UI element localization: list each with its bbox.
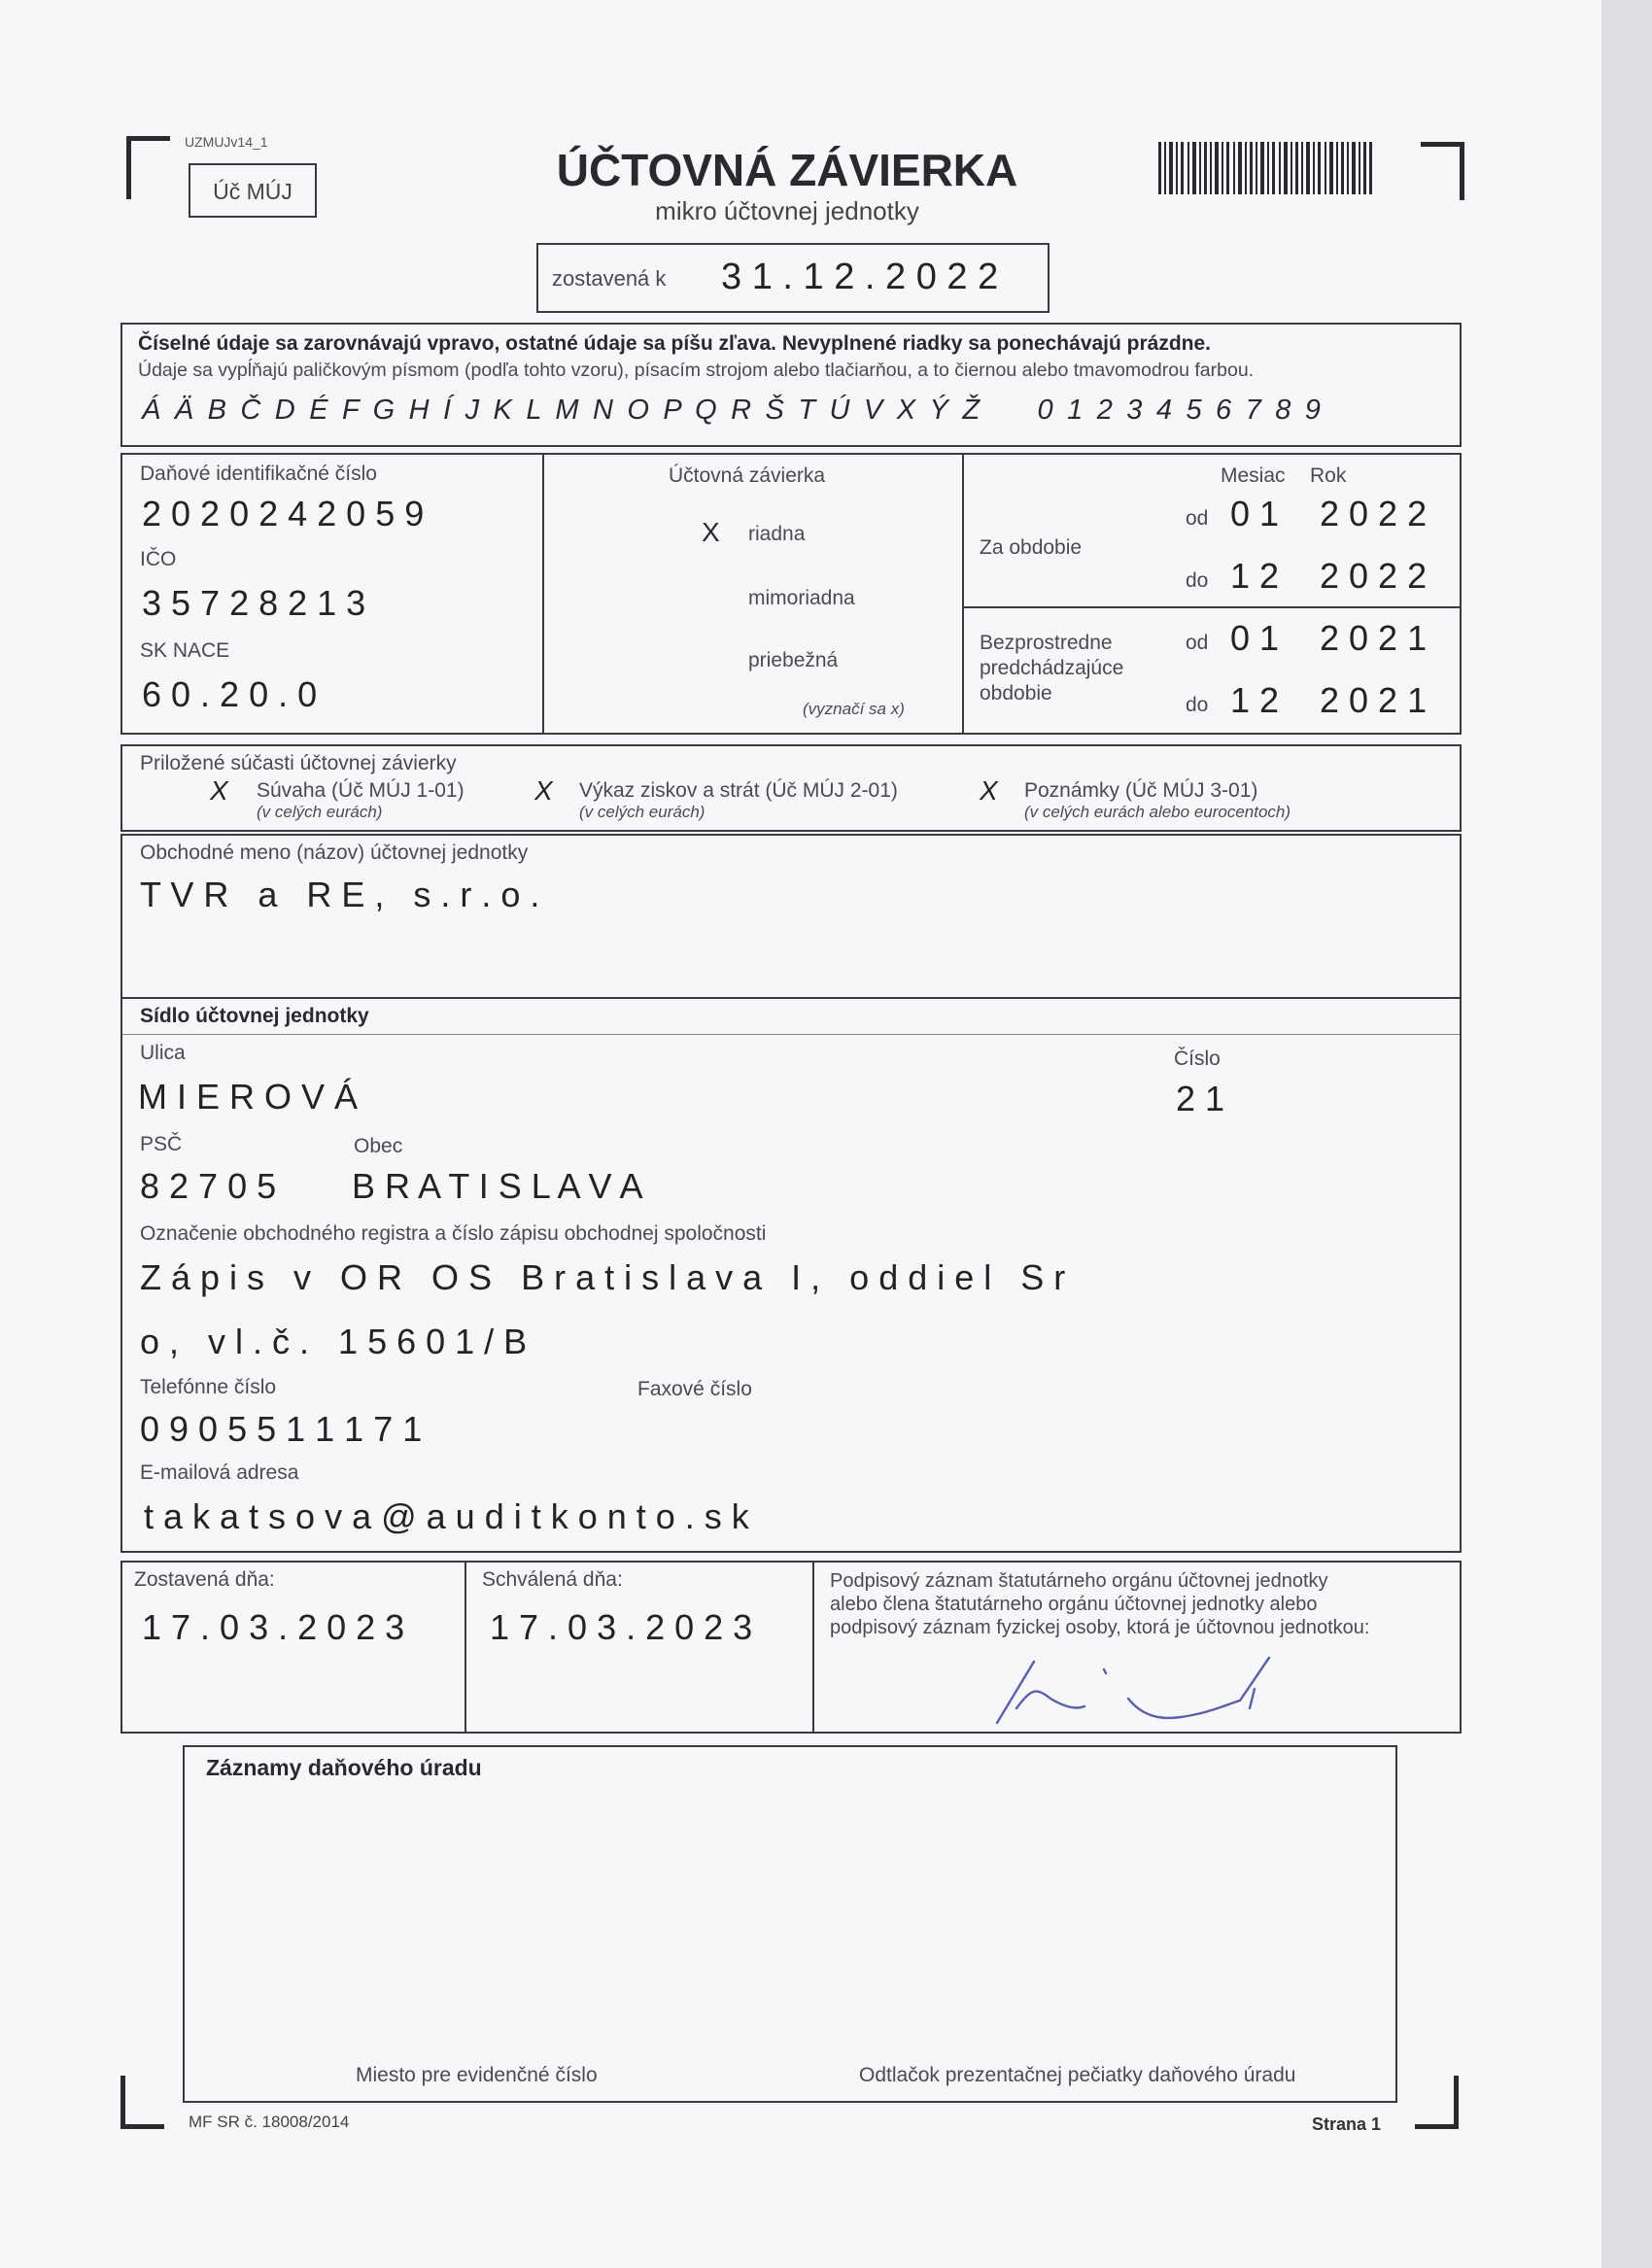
evidence-number-label: Miesto pre evidenčné číslo bbox=[356, 2064, 598, 2086]
compiled-on-value[interactable]: 1 7 . 0 3 . 2 0 2 3 bbox=[142, 1607, 405, 1647]
page-title: ÚČTOVNÁ ZÁVIERKA bbox=[556, 145, 1018, 195]
statement-type-regular: riadna bbox=[748, 523, 806, 545]
signature-text-2: alebo člena štatutárneho orgánu účtovnej jednotky alebo bbox=[830, 1594, 1318, 1615]
approved-on-label: Schválená dňa: bbox=[482, 1568, 623, 1591]
email-value[interactable]: t a k a t s o v a @ a u d i t k o n t o . s k bbox=[144, 1496, 749, 1536]
attachment-2-note: (v celých eurách) bbox=[579, 803, 706, 821]
attachment-3-note: (v celých eurách alebo eurocentoch) bbox=[1024, 803, 1291, 821]
signature-box bbox=[120, 1561, 1462, 1734]
scan-edge bbox=[1601, 0, 1652, 2268]
previous-to-year[interactable]: 2 0 2 1 bbox=[1320, 680, 1428, 720]
current-to-month[interactable]: 1 2 bbox=[1230, 556, 1280, 596]
compiled-date-label: zostavená k bbox=[552, 266, 667, 291]
corner-mark-top-right bbox=[1421, 142, 1464, 200]
previous-from-month[interactable]: 0 1 bbox=[1230, 618, 1280, 658]
zip-label: PSČ bbox=[140, 1133, 183, 1155]
approved-on-value[interactable]: 1 7 . 0 3 . 2 0 2 3 bbox=[490, 1607, 753, 1647]
statement-type-label: Účtovná závierka bbox=[669, 464, 826, 487]
instructions-box bbox=[120, 323, 1462, 447]
company-name-value[interactable]: T V R a R E , s . r . o . bbox=[140, 875, 540, 914]
handwritten-signature bbox=[958, 1650, 1366, 1728]
dic-value[interactable]: 2 0 2 0 2 4 2 0 5 9 bbox=[142, 494, 425, 533]
phone-value[interactable]: 0 9 0 5 5 1 1 1 7 1 bbox=[140, 1409, 423, 1449]
attachment-1-note: (v celých eurách) bbox=[257, 803, 383, 821]
page-number: Strana 1 bbox=[1312, 2114, 1382, 2134]
street-value[interactable]: M I E R O V Á bbox=[138, 1077, 359, 1117]
nace-label: SK NACE bbox=[140, 639, 230, 662]
zip-value[interactable]: 8 2 7 0 5 bbox=[140, 1166, 277, 1206]
signature-text-1: Podpisový záznam štatutárneho orgánu účtovnej jednotky bbox=[830, 1570, 1328, 1592]
divider bbox=[542, 455, 544, 733]
attachment-3-label: Poznámky (Úč MÚJ 3-01) bbox=[1024, 779, 1258, 802]
attachment-2-label: Výkaz ziskov a strát (Úč MÚJ 2-01) bbox=[579, 779, 898, 802]
register-line-2[interactable]: o , v l . č . 1 5 6 0 1 / B bbox=[140, 1322, 528, 1361]
fax-label: Faxové číslo bbox=[637, 1378, 752, 1400]
previous-to-label: do bbox=[1186, 694, 1209, 716]
ico-label: IČO bbox=[140, 548, 177, 570]
footer-reference: MF SR č. 18008/2014 bbox=[189, 2113, 350, 2131]
page-subtitle: mikro účtovnej jednotky bbox=[655, 196, 919, 225]
divider bbox=[812, 1563, 814, 1732]
current-from-month[interactable]: 0 1 bbox=[1230, 494, 1280, 533]
corner-mark-bottom-left bbox=[120, 2076, 164, 2129]
instructions-line-1: Číselné údaje sa zarovnávajú vpravo, ostatné údaje sa píšu zľava. Nevyplnené riadky sa ponechávajú prázdne. bbox=[138, 332, 1212, 355]
corner-mark-bottom-right bbox=[1415, 2076, 1459, 2129]
previous-to-month[interactable]: 1 2 bbox=[1230, 680, 1280, 720]
divider bbox=[122, 997, 1460, 999]
street-number-value[interactable]: 2 1 bbox=[1176, 1079, 1225, 1118]
ico-value[interactable]: 3 5 7 2 8 2 1 3 bbox=[142, 583, 366, 623]
corner-mark-top-left bbox=[126, 136, 170, 199]
period-year-label: Rok bbox=[1310, 464, 1347, 487]
previous-period-label-3: obdobie bbox=[980, 682, 1052, 704]
street-number-label: Číslo bbox=[1174, 1048, 1221, 1070]
email-label: E-mailová adresa bbox=[140, 1461, 299, 1484]
statement-type-hint: (vyznačí sa x) bbox=[803, 700, 905, 718]
tax-office-title: Záznamy daňového úradu bbox=[206, 1755, 482, 1780]
attachment-1-mark[interactable]: X bbox=[210, 775, 228, 806]
current-to-year[interactable]: 2 0 2 2 bbox=[1320, 556, 1428, 596]
attachment-1-label: Súvaha (Úč MÚJ 1-01) bbox=[257, 779, 465, 802]
form-code: UZMUJv14_1 bbox=[185, 134, 268, 150]
handwriting-sample: Á Ä B Č D É F G H Í J K L M N O P Q R Š T Ú V X Ý Ž 0 1 2 3 4 5 6 7 8 9 bbox=[142, 395, 1325, 426]
instructions-line-2: Údaje sa vypĺňajú paličkovým písmom (podľa tohto vzoru), písacím strojom alebo tlačiarňou, a to čiernou alebo tmavomodrou farbou. bbox=[138, 360, 1255, 381]
form-badge bbox=[189, 163, 317, 218]
city-value[interactable]: B R A T I S L A V A bbox=[352, 1166, 643, 1206]
period-month-label: Mesiac bbox=[1221, 464, 1286, 487]
current-to-label: do bbox=[1186, 569, 1209, 592]
divider bbox=[122, 1034, 1460, 1035]
current-from-year[interactable]: 2 0 2 2 bbox=[1320, 494, 1428, 533]
attachment-3-mark[interactable]: X bbox=[980, 775, 998, 806]
previous-period-label-2: predchádzajúce bbox=[980, 657, 1124, 679]
previous-period-label-1: Bezprostredne bbox=[980, 632, 1113, 654]
register-line-1[interactable]: Z á p i s v O R O S B r a t i s l a v a I , o d d i e l S r bbox=[140, 1257, 1066, 1297]
barcode-graphic bbox=[1158, 142, 1372, 194]
statement-type-mark[interactable]: X bbox=[702, 517, 720, 547]
statement-type-extraordinary: mimoriadna bbox=[748, 587, 855, 609]
nace-value[interactable]: 6 0 . 2 0 . 0 bbox=[142, 674, 318, 714]
compiled-date-value[interactable]: 3 1 . 1 2 . 2 0 2 2 bbox=[721, 257, 999, 297]
attachment-2-mark[interactable]: X bbox=[534, 775, 553, 806]
company-box bbox=[120, 834, 1462, 1553]
attachments-label: Priložené súčasti účtovnej závierky bbox=[140, 752, 457, 774]
identification-box bbox=[120, 453, 1462, 735]
compiled-on-label: Zostavená dňa: bbox=[134, 1568, 275, 1591]
divider bbox=[465, 1563, 466, 1732]
divider bbox=[962, 455, 964, 733]
compiled-date-box bbox=[536, 243, 1050, 313]
barcode bbox=[1158, 142, 1372, 194]
stamp-label: Odtlačok prezentačnej pečiatky daňového úradu bbox=[859, 2064, 1296, 2086]
current-period-label: Za obdobie bbox=[980, 536, 1083, 559]
statement-type-interim: priebežná bbox=[748, 649, 839, 671]
phone-label: Telefónne číslo bbox=[140, 1376, 277, 1398]
company-name-label: Obchodné meno (názov) účtovnej jednotky bbox=[140, 842, 529, 864]
previous-from-year[interactable]: 2 0 2 1 bbox=[1320, 618, 1428, 658]
form-badge-text: Úč MÚJ bbox=[213, 179, 293, 204]
divider bbox=[962, 606, 1460, 608]
dic-label: Daňové identifikačné číslo bbox=[140, 463, 377, 485]
previous-from-label: od bbox=[1186, 632, 1209, 654]
tax-office-box bbox=[183, 1745, 1397, 2103]
attachments-box bbox=[120, 744, 1462, 832]
current-from-label: od bbox=[1186, 507, 1209, 530]
street-label: Ulica bbox=[140, 1042, 186, 1064]
signature-text-3: podpisový záznam fyzickej osoby, ktorá je účtovnou jednotkou: bbox=[830, 1617, 1370, 1638]
city-label: Obec bbox=[354, 1135, 403, 1157]
register-label: Označenie obchodného registra a číslo zápisu obchodnej spoločnosti bbox=[140, 1222, 767, 1245]
seat-label: Sídlo účtovnej jednotky bbox=[140, 1005, 369, 1027]
